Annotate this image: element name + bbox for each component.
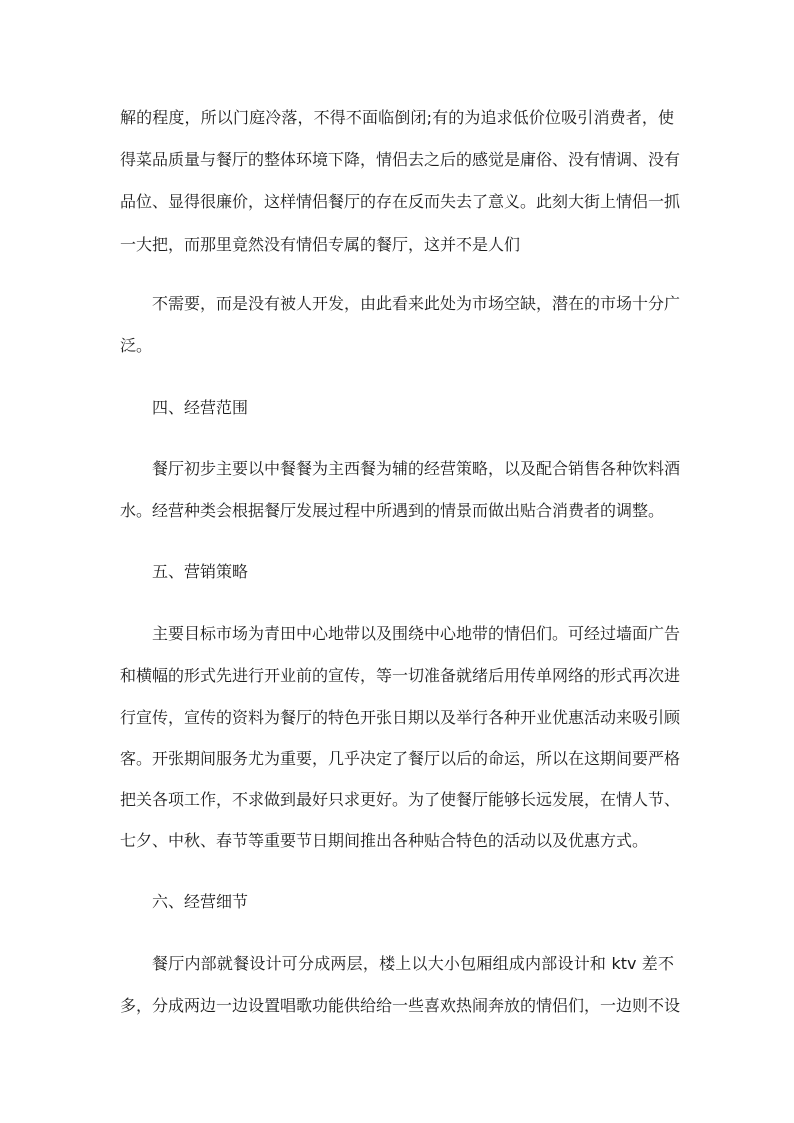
paragraph-line: 行宣传，宣传的资料为餐厅的特色开张日期以及举行各种开业优惠活动来吸引顾 xyxy=(120,708,681,727)
paragraph-line: 得菜品质量与餐厅的整体环境下降，情侣去之后的感觉是庸俗、没有情调、没有 xyxy=(120,150,681,169)
paragraph-line: 解的程度，所以门庭冷落，不得不面临倒闭;有的为追求低价位吸引消费者，使 xyxy=(120,108,674,127)
section-heading-marketing: 五、营销策略 xyxy=(152,562,249,581)
paragraph-line: 多，分成两边一边设置唱歌功能供给给一些喜欢热闹奔放的情侣们，一边则不设 xyxy=(120,996,681,1015)
paragraph-line: 主要目标市场为青田中心地带以及围绕中心地带的情侣们。可经过墙面广告 xyxy=(152,624,681,643)
paragraph-line: 和横幅的形式先进行开业前的宣传，等一切准备就绪后用传单网络的形式再次进 xyxy=(120,666,681,685)
paragraph-line: 品位、显得很廉价，这样情侣餐厅的存在反而失去了意义。此刻大街上情侣一抓 xyxy=(120,192,681,211)
paragraph-line: 把关各项工作，不求做到最好只求更好。为了使餐厅能够长远发展，在情人节、 xyxy=(120,790,681,809)
paragraph-line: 客。开张期间服务尤为重要，几乎决定了餐厅以后的命运，所以在这期间要严格 xyxy=(120,749,681,768)
section-heading-details: 六、经营细节 xyxy=(152,892,249,911)
paragraph-line: 水。经营种类会根据餐厅发展过程中所遇到的情景而做出贴合消费者的调整。 xyxy=(120,501,665,520)
paragraph-line: 七夕、中秋、春节等重要节日期间推出各种贴合特色的活动以及优惠方式。 xyxy=(120,831,649,850)
paragraph-line: 餐厅初步主要以中餐餐为主西餐为辅的经营策略，以及配合销售各种饮料酒 xyxy=(152,459,681,478)
paragraph-line: 泛。 xyxy=(120,336,153,355)
paragraph-line: 餐厅内部就餐设计可分成两层，楼上以大小包厢组成内部设计和 ktv 差不 xyxy=(152,954,674,973)
paragraph-line: 一大把，而那里竟然没有情侣专属的餐厅，这并不是人们 xyxy=(120,235,521,254)
section-heading-scope: 四、经营范围 xyxy=(152,398,249,417)
paragraph-line: 不需要，而是没有被人开发，由此看来此处为市场空缺，潜在的市场十分广 xyxy=(152,294,681,313)
